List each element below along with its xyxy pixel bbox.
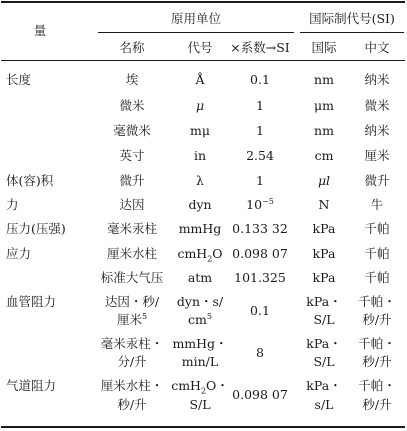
row-intl: kPa: [312, 221, 336, 236]
header-group-rule-original: [98, 32, 294, 33]
row-factor: 101.325: [234, 270, 286, 285]
row-intl: s/L: [314, 397, 334, 412]
row-factor: 0.133 32: [232, 221, 288, 236]
row-name: 毫米汞柱: [106, 221, 157, 236]
header-bottom-rule: [1, 60, 405, 61]
header-cn: 中文: [364, 40, 390, 55]
row-cn: 牛: [370, 197, 384, 212]
row-cn: 千帕: [364, 246, 390, 261]
row-intl: cm: [314, 148, 334, 163]
row-symbol: min/L: [181, 354, 219, 369]
header-name: 名称: [119, 40, 145, 55]
header-factor: ×系数→SI: [230, 40, 290, 55]
header-intl: 国际: [311, 40, 337, 55]
row-symbol: S/L: [189, 397, 211, 412]
row-symbol: mmHg: [178, 221, 222, 236]
header-group-rule-si: [300, 32, 404, 33]
row-cn: 千帕: [364, 270, 390, 285]
row-name: 标准大气压: [100, 270, 164, 285]
symbol-superscript: 5: [206, 311, 212, 321]
row-intl: N: [318, 197, 330, 212]
row-symbol: dyn: [188, 197, 212, 212]
row-cn: 秒/升: [362, 354, 392, 369]
header-original-units: 原用单位: [170, 11, 221, 26]
table-top-rule: [1, 1, 405, 3]
row-intl: kPa・: [306, 294, 342, 309]
row-intl: kPa: [312, 270, 336, 285]
row-symbol: μ: [195, 98, 205, 113]
row-name: 毫微米: [113, 123, 151, 138]
row-factor: 8: [256, 345, 264, 360]
row-cn: 千帕・: [358, 378, 396, 393]
symbol-part: cmH: [177, 246, 208, 261]
symbol-subscript: 2: [200, 386, 207, 396]
row-intl: μl: [317, 173, 331, 188]
row-cn: 纳米: [364, 72, 390, 87]
factor-exponent: −5: [262, 196, 274, 206]
row-factor: 1: [256, 98, 264, 113]
row-name: 分/升: [117, 354, 147, 369]
row-quantity: 压力(压强): [6, 221, 66, 236]
row-name: 秒/升: [117, 397, 147, 412]
row-cn: 微升: [364, 173, 390, 188]
row-symbol: atm: [187, 270, 213, 285]
row-intl: S/L: [313, 312, 335, 327]
row-intl: nm: [314, 72, 334, 87]
row-symbol: Å: [195, 72, 205, 87]
row-intl: nm: [314, 123, 334, 138]
row-symbol: mμ: [190, 123, 210, 138]
row-name: [82, 311, 182, 328]
factor-base: 10: [246, 197, 263, 212]
row-quantity: 长度: [6, 72, 32, 87]
row-factor: 1: [256, 173, 264, 188]
row-intl: S/L: [313, 354, 335, 369]
name-superscript: 5: [141, 311, 148, 321]
row-factor: 0.098 07: [232, 387, 288, 402]
row-quantity: 血管阻力: [6, 294, 57, 309]
symbol-part: cm: [188, 312, 207, 327]
table-bottom-rule: [1, 426, 405, 428]
symbol-part: cmH: [171, 378, 201, 393]
row-factor: 0.1: [250, 303, 270, 318]
row-cn: 千帕: [364, 221, 390, 236]
row-factor: 0.098 07: [232, 246, 288, 261]
row-name: 毫米汞柱・: [100, 336, 164, 351]
row-intl: kPa・: [306, 336, 342, 351]
row-factor: 2.54: [246, 148, 274, 163]
row-intl: μm: [314, 98, 334, 113]
row-name: 达因・秒/: [104, 294, 160, 309]
symbol-part: O・: [206, 378, 229, 393]
row-factor: 1: [256, 123, 264, 138]
row-intl: kPa・: [306, 378, 342, 393]
row-quantity: 力: [6, 197, 19, 212]
row-name: 厘米水柱: [106, 246, 157, 261]
row-name: 英寸: [119, 148, 145, 163]
header-quantity: 量: [33, 23, 47, 38]
row-cn: 秒/升: [362, 397, 392, 412]
row-quantity: 体(容)积: [6, 173, 54, 188]
row-symbol: in: [193, 148, 207, 163]
row-symbol: dyn・s/: [176, 294, 224, 309]
row-name: 达因: [119, 197, 145, 212]
name-part: 厘米: [116, 312, 142, 327]
row-name: 埃: [125, 72, 139, 87]
symbol-part: O: [212, 246, 223, 261]
row-name: 微升: [119, 173, 145, 188]
row-quantity: 气道阻力: [6, 378, 57, 393]
row-name: 微米: [119, 98, 145, 113]
symbol-subscript: 2: [207, 254, 213, 264]
row-factor: 0.1: [250, 72, 270, 87]
row-name: 厘米水柱・: [100, 378, 164, 393]
row-cn: 纳米: [364, 123, 390, 138]
header-symbol: 代号: [187, 40, 213, 55]
row-cn: 微米: [364, 98, 390, 113]
row-cn: 厘米: [364, 148, 390, 163]
row-intl: kPa: [312, 246, 336, 261]
header-si-units: 国际制代号(SI): [309, 11, 395, 26]
row-cn: 千帕・: [358, 294, 396, 309]
row-symbol: mmHg・: [172, 336, 228, 351]
row-quantity: 应力: [6, 246, 32, 261]
row-factor: [218, 196, 302, 213]
row-cn: 千帕・: [358, 336, 396, 351]
row-symbol: λ: [196, 173, 204, 188]
row-cn: 秒/升: [362, 312, 392, 327]
